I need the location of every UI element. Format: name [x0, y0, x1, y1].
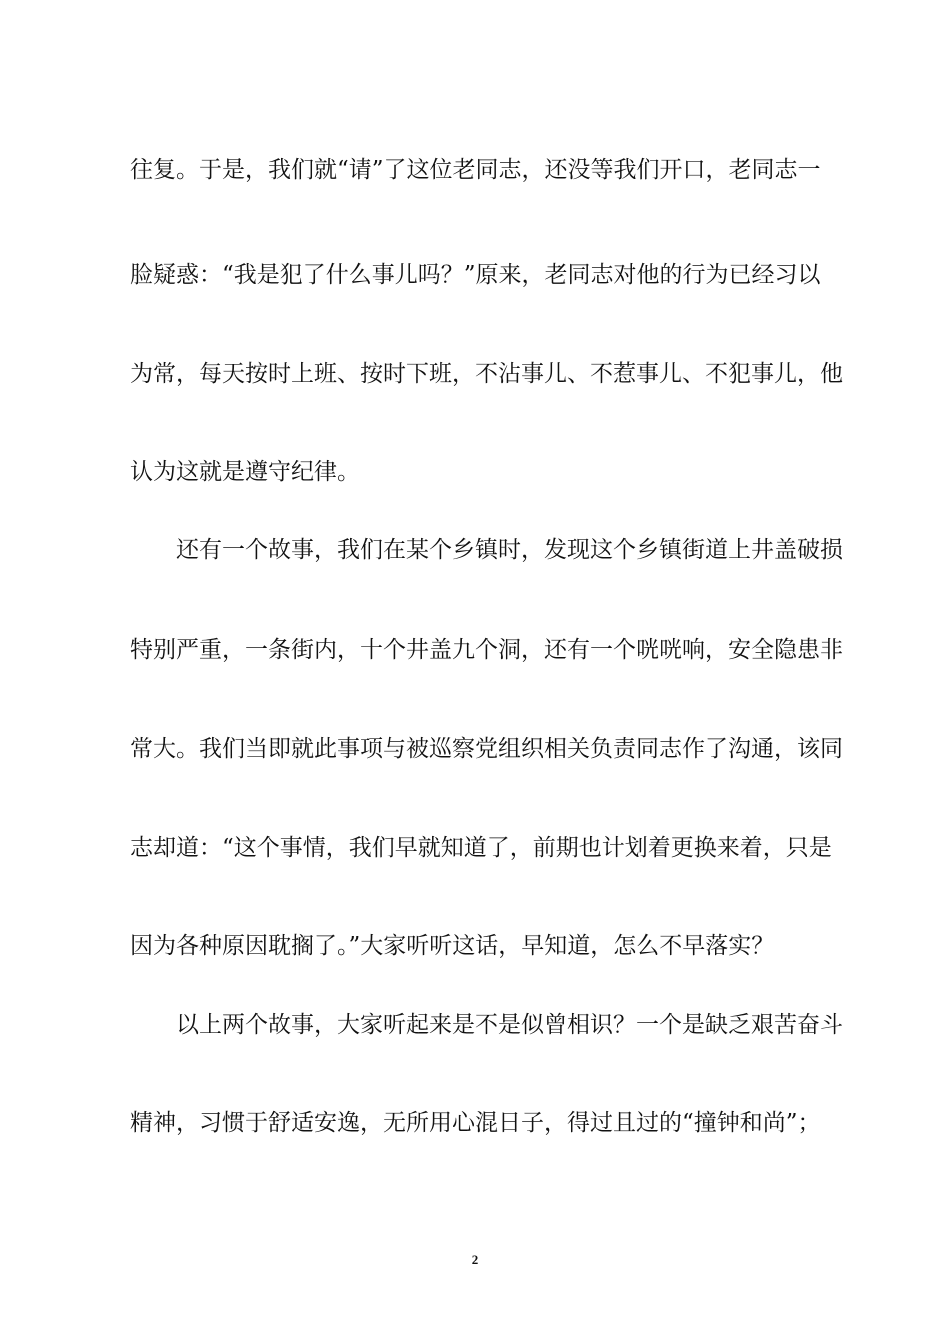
paragraph-2-line-1: 还有一个故事，我们在某个乡镇时，发现这个乡镇街道上井盖破损	[176, 537, 843, 563]
page-number: 2	[471, 1252, 479, 1267]
paragraph-2-line-2: 特别严重，一条街内，十个井盖九个洞，还有一个咣咣响，安全隐患非	[130, 637, 843, 663]
paragraph-2-line-4: 志却道：“这个事情，我们早就知道了，前期也计划着更换来着，只是	[130, 835, 832, 861]
paragraph-1-line-1: 往复。于是，我们就“请”了这位老同志，还没等我们开口，老同志一	[130, 157, 821, 183]
paragraph-3-line-1: 以上两个故事，大家听起来是不是似曾相识？一个是缺乏艰苦奋斗	[176, 1012, 843, 1038]
paragraph-3-line-2: 精神，习惯于舒适安逸，无所用心混日子，得过且过的“撞钟和尚”；	[130, 1110, 821, 1136]
paragraph-1-line-2: 脸疑惑：“我是犯了什么事儿吗？”原来，老同志对他的行为已经习以	[130, 262, 821, 288]
paragraph-1-line-4: 认为这就是遵守纪律。	[130, 459, 360, 485]
paragraph-2-line-3: 常大。我们当即就此事项与被巡察党组织相关负责同志作了沟通，该同	[130, 736, 843, 762]
paragraph-1-line-3: 为常，每天按时上班、按时下班，不沾事儿、不惹事儿、不犯事儿，他	[130, 361, 843, 387]
paragraph-2-line-5: 因为各种原因耽搁了。”大家听听这话，早知道，怎么不早落实？	[130, 933, 775, 959]
